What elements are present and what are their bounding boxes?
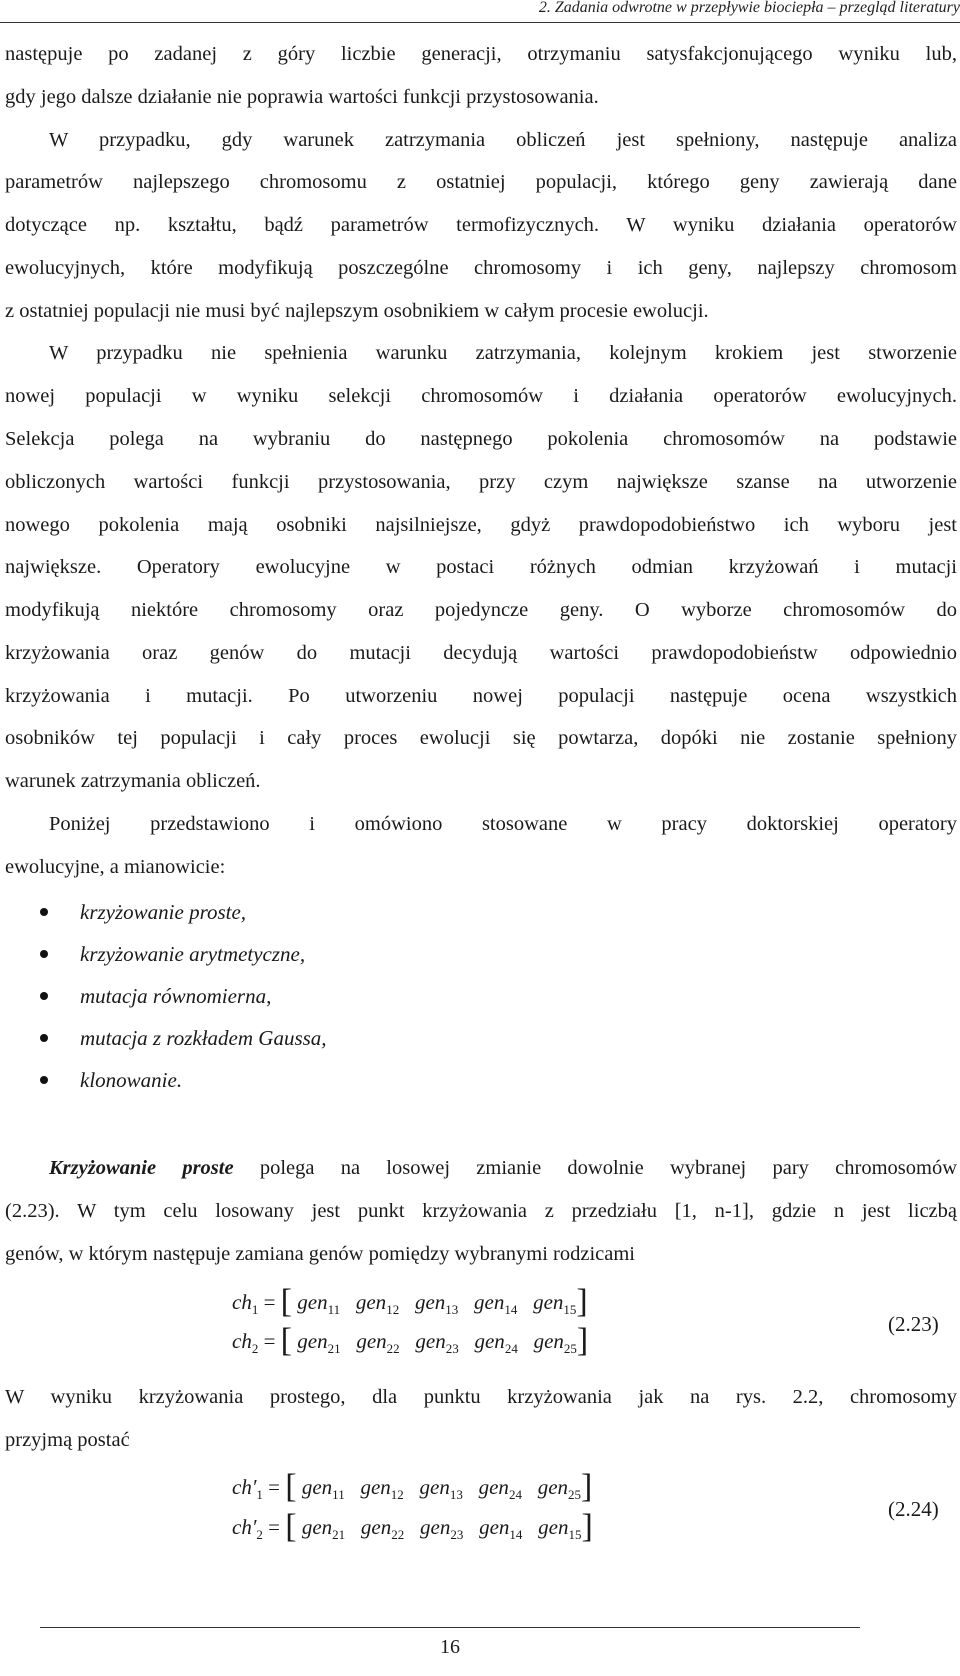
eq-subscript: 12	[390, 1487, 404, 1503]
text-line: W przypadku nie spełnienia warunku zatrzymania, kolejnym krokiem jest stworzenie	[49, 342, 957, 364]
list-item-label: krzyżowanie arytmetyczne,	[80, 942, 306, 966]
eq-subscript: 2	[256, 1527, 263, 1543]
eq-subscript: 15	[563, 1302, 577, 1318]
bullet-icon	[40, 992, 48, 1000]
eq-subscript: 21	[327, 1341, 341, 1357]
eq-subscript: 14	[504, 1302, 518, 1318]
eq-symbol: ch′	[232, 1515, 257, 1539]
eq-subscript: 22	[386, 1341, 400, 1357]
bullet-icon	[40, 950, 48, 958]
eq-subscript: 25	[568, 1487, 582, 1503]
equation-2-23-row-2: $ch_2$ = [ gen$_{21}$ gen$_{22}$ gen$_{23}$ gen$_{24}$ gen$_{25}$]	[232, 1322, 589, 1360]
footer-rule	[40, 1627, 860, 1628]
equation-2-23-row-1: $ch_1$ = [ gen$_{11}$ gen$_{12}$ gen$_{13}$ gen$_{14}$ gen$_{15}$]	[232, 1283, 588, 1321]
text-line: z ostatniej populacji nie musi być najlepszym osobnikiem w całym procesie ewolucji.	[5, 300, 709, 322]
text-line: nowego pokolenia mają osobniki najsilniejsze, gdyż prawdopodobieństwo ich wyboru jest	[5, 514, 957, 536]
eq-symbol: ch′	[232, 1475, 257, 1499]
header-rule	[0, 22, 960, 23]
text-line: ewolucyjne, a mianowicie:	[5, 856, 226, 878]
list-item-label: krzyżowanie proste,	[80, 900, 247, 924]
list-item	[40, 1026, 327, 1051]
list-item	[40, 942, 305, 967]
eq-subscript: 21	[332, 1527, 346, 1543]
running-header	[0, 0, 960, 20]
running-title: 2. Zadania odwrotne w przepływie biociepła – przegląd literatury	[538, 0, 960, 16]
list-item	[40, 900, 246, 925]
text-line	[5, 1157, 957, 1201]
text-line: krzyżowania oraz genów do mutacji decydują wartości prawdopodobieństw odpowiednio	[5, 642, 957, 664]
text-line: Poniżej przedstawiono i omówiono stosowane w pracy doktorskiej operatory	[49, 813, 957, 835]
equation-2-24-row-1: $ch'_1$ = [ gen$_{11}$ gen$_{12}$ gen$_{13}$ gen$_{24}$ gen$_{25}$]	[232, 1468, 593, 1506]
list-item-label: klonowanie.	[80, 1068, 183, 1092]
bullet-icon	[40, 908, 48, 916]
text-line: gdy jego dalsze działanie nie poprawia wartości funkcji przystosowania.	[5, 86, 599, 108]
eq-subscript: 12	[386, 1302, 400, 1318]
eq-subscript: 13	[449, 1487, 463, 1503]
eq-subscript: 24	[508, 1487, 522, 1503]
text-line: warunek zatrzymania obliczeń.	[5, 770, 261, 792]
list-item-label: mutacja z rozkładem Gaussa,	[80, 1026, 327, 1050]
eq-subscript: 2	[251, 1341, 259, 1357]
list-item	[40, 984, 271, 1009]
bullet-icon	[40, 1034, 48, 1042]
eq-subscript: 1	[251, 1302, 259, 1318]
eq-subscript: 23	[445, 1341, 459, 1357]
eq-subscript: 11	[332, 1487, 345, 1503]
defined-term: Krzyżowanie proste	[49, 1157, 234, 1179]
text-line: dotyczące np. kształtu, bądź parametrów termofizycznych. W wyniku działania operatorów	[5, 214, 957, 236]
list-item	[40, 1068, 182, 1093]
equation-2-24-row-2: $ch'_2$ = [ gen$_{21}$ gen$_{22}$ gen$_{23}$ gen$_{14}$ gen$_{15}$]	[232, 1508, 593, 1546]
equation-number: (2.24)	[888, 1497, 939, 1521]
eq-subscript: 25	[563, 1341, 577, 1357]
eq-subscript: 23	[450, 1527, 464, 1543]
text-line: przyjmą postać	[5, 1429, 130, 1451]
eq-subscript: 15	[568, 1527, 582, 1543]
eq-symbol: ch	[232, 1290, 252, 1314]
text-line: następuje po zadanej z góry liczbie generacji, otrzymaniu satysfakcjonującego wyniku lub,	[5, 43, 957, 65]
bullet-icon	[40, 1076, 48, 1084]
eq-symbol: ch	[232, 1329, 252, 1353]
text-line: genów, w którym następuje zamiana genów pomiędzy wybranymi rodzicami	[5, 1243, 635, 1265]
text-run: polega na losowej zmianie dowolnie wybranej pary chromosomów	[233, 1157, 957, 1179]
eq-subscript: 11	[327, 1302, 341, 1318]
text-line: obliczonych wartości funkcji przystosowania, przy czym największe szanse na utworzenie	[5, 471, 957, 493]
eq-subscript: 24	[504, 1341, 518, 1357]
text-line: krzyżowania i mutacji. Po utworzeniu nowej populacji następuje ocena wszystkich	[5, 685, 957, 707]
eq-subscript: 22	[391, 1527, 405, 1543]
equation-number: (2.23)	[888, 1312, 939, 1336]
eq-subscript: 13	[445, 1302, 459, 1318]
text-line: Selekcja polega na wybraniu do następnego pokolenia chromosomów na podstawie	[5, 428, 957, 450]
text-line: parametrów najlepszego chromosomu z ostatniej populacji, którego geny zawierają dane	[5, 171, 957, 193]
eq-subscript: 1	[256, 1487, 263, 1503]
text-line: W przypadku, gdy warunek zatrzymania obliczeń jest spełniony, następuje analiza	[49, 129, 957, 151]
text-line: modyfikują niektóre chromosomy oraz pojedyncze geny. O wyborze chromosomów do	[5, 599, 957, 621]
page-number: 16	[440, 1636, 460, 1658]
text-line: nowej populacji w wyniku selekcji chromosomów i działania operatorów ewolucyjnych.	[5, 385, 957, 407]
text-line: największe. Operatory ewolucyjne w postaci różnych odmian krzyżowań i mutacji	[5, 556, 957, 578]
text-line: ewolucyjnych, które modyfikują poszczególne chromosomy i ich geny, najlepszy chromosom	[5, 257, 957, 279]
text-line: osobników tej populacji i cały proces ewolucji się powtarza, dopóki nie zostanie spełniony	[5, 727, 957, 749]
text-line: (2.23). W tym celu losowany jest punkt krzyżowania z przedziału [1, n-1], gdzie n jest liczbą	[5, 1200, 957, 1222]
list-item-label: mutacja równomierna,	[80, 984, 272, 1008]
text-line: W wyniku krzyżowania prostego, dla punktu krzyżowania jak na rys. 2.2, chromosomy	[5, 1386, 957, 1408]
eq-subscript: 14	[509, 1527, 523, 1543]
